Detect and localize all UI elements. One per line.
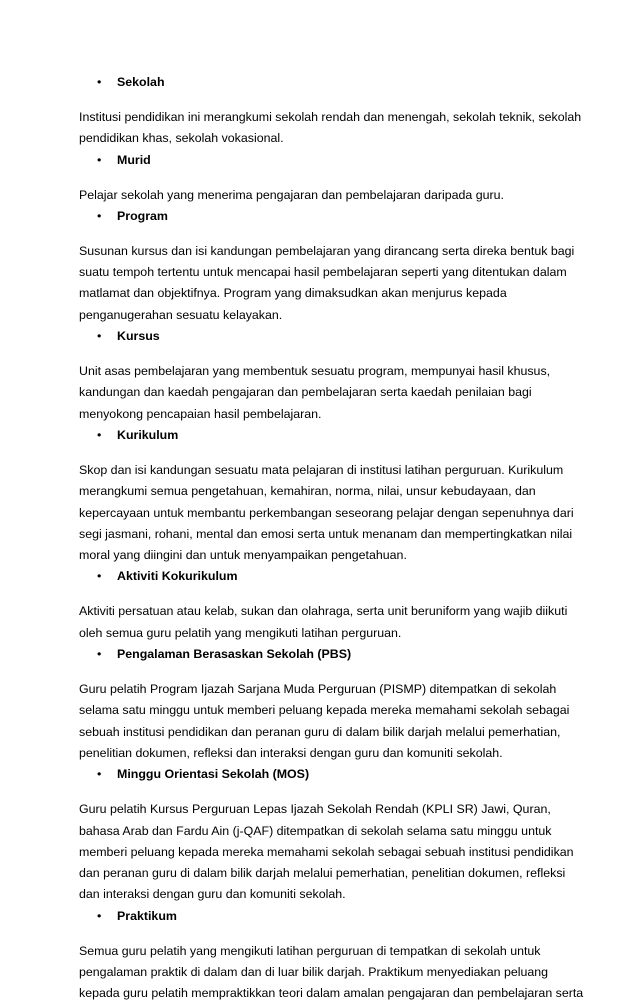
definition-paragraph: Guru pelatih Program Ijazah Sarjana Muda Perguruan (PISMP) ditempatkan di sekolah selama satu minggu untuk memberi peluang kepada mereka memahami sekolah sebagai sebuah institusi pendidikan dan peranan guru di dalam bilik darjah melalui pemerhatian, penelitian dokumen, refleksi dan interaksi dengan guru dan komuniti sekolah.: [79, 682, 570, 760]
term-heading: • Minggu Orientasi Sekolah (MOS): [79, 764, 563, 785]
definition-paragraph: Guru pelatih Kursus Perguruan Lepas Ijazah Sekolah Rendah (KPLI SR) Jawi, Quran, bahasa Arab dan Fardu Ain (j-QAF) ditempatkan di sekolah selama satu minggu untuk memberi peluang kepada mereka memahami sekolah sebagai sebuah institusi pendidikan dan peranan guru di dalam bilik darjah melalui pemerhatian, penelitian dokumen, refleksi dan interaksi dengan guru dan komuniti sekolah.: [79, 802, 574, 902]
section-pbs: [79, 644, 570, 764]
term-heading: • Murid: [79, 150, 563, 171]
bullet-icon: •: [97, 908, 102, 923]
definition-paragraph: Aktiviti persatuan atau kelab, sukan dan olahraga, serta unit beruniform yang wajib diikuti oleh semua guru pelatih yang mengikuti latihan perguruan.: [79, 604, 568, 640]
section-murid: [79, 150, 563, 206]
bullet-icon: •: [97, 569, 102, 584]
term-heading: • Kursus: [79, 326, 563, 347]
bullet-icon: •: [97, 427, 102, 442]
definition-paragraph: Skop dan isi kandungan sesuatu mata pelajaran di institusi latihan perguruan. Kurikulum merangkumi semua pengetahuan, kemahiran, norma, nilai, unsur kebudayaan, dan kepercayaan untuk membantu perkembangan seseorang pelajar dengan sepenuhnya dari segi jasmani, rohani, mental dan emosi serta untuk menanam dan mempertingkatkan nilai moral yang diingini dan untuk menyampaikan pengetahuan.: [79, 462, 574, 563]
bullet-icon: •: [97, 208, 102, 223]
section-praktikum: [79, 906, 584, 1005]
term-heading: • Praktikum: [79, 906, 563, 927]
term-heading: • Pengalaman Berasaskan Sekolah (PBS): [79, 644, 563, 665]
section-kursus: [79, 326, 563, 425]
definition-paragraph: Pelajar sekolah yang menerima pengajaran dan pembelajaran daripada guru.: [79, 187, 505, 202]
bullet-icon: •: [97, 152, 102, 167]
section-program: [79, 206, 575, 326]
section-aktiviti-kokurikulum: [79, 566, 568, 644]
term-heading: • Kurikulum: [79, 425, 563, 446]
section-mos: [79, 764, 574, 905]
definition-paragraph: Susunan kursus dan isi kandungan pembelajaran yang dirancang serta direka bentuk bagi suatu tempoh tertentu untuk mencapai hasil pembelajaran seperti yang ditentukan dalam matlamat dan objektifnya. Program yang dimaksudkan akan menjurus kepada penganugerahan sesuatu kelayakan.: [79, 243, 575, 322]
definition-paragraph: Unit asas pembelajaran yang membentuk sesuatu program, mempunyai hasil khusus, kandungan dan kaedah pengajaran dan pembelajaran serta kaedah penilaian bagi menyokong pencapaian hasil pembelajaran.: [79, 364, 551, 421]
section-sekolah: [79, 72, 582, 150]
term-heading: • Sekolah: [79, 72, 563, 93]
term-heading: • Aktiviti Kokurikulum: [79, 566, 563, 587]
bullet-icon: •: [97, 75, 102, 89]
section-kurikulum: [79, 425, 574, 566]
term-heading: • Program: [79, 206, 563, 227]
bullet-icon: •: [97, 647, 102, 662]
bullet-icon: •: [97, 767, 102, 782]
bullet-icon: •: [97, 329, 102, 344]
definition-paragraph: Semua guru pelatih yang mengikuti latihan perguruan di tempatkan di sekolah untuk pengalaman praktik di dalam dan di luar bilik darjah. Praktikum menyediakan peluang kepada guru pelatih mempraktikkan teori dalam amalan pengajaran dan pembelajaran serta: [79, 943, 584, 1001]
definition-paragraph: Institusi pendidikan ini merangkumi sekolah rendah dan menengah, sekolah teknik, sekolah pendidikan khas, sekolah vokasional.: [79, 110, 582, 146]
document-page: [79, 72, 584, 1005]
